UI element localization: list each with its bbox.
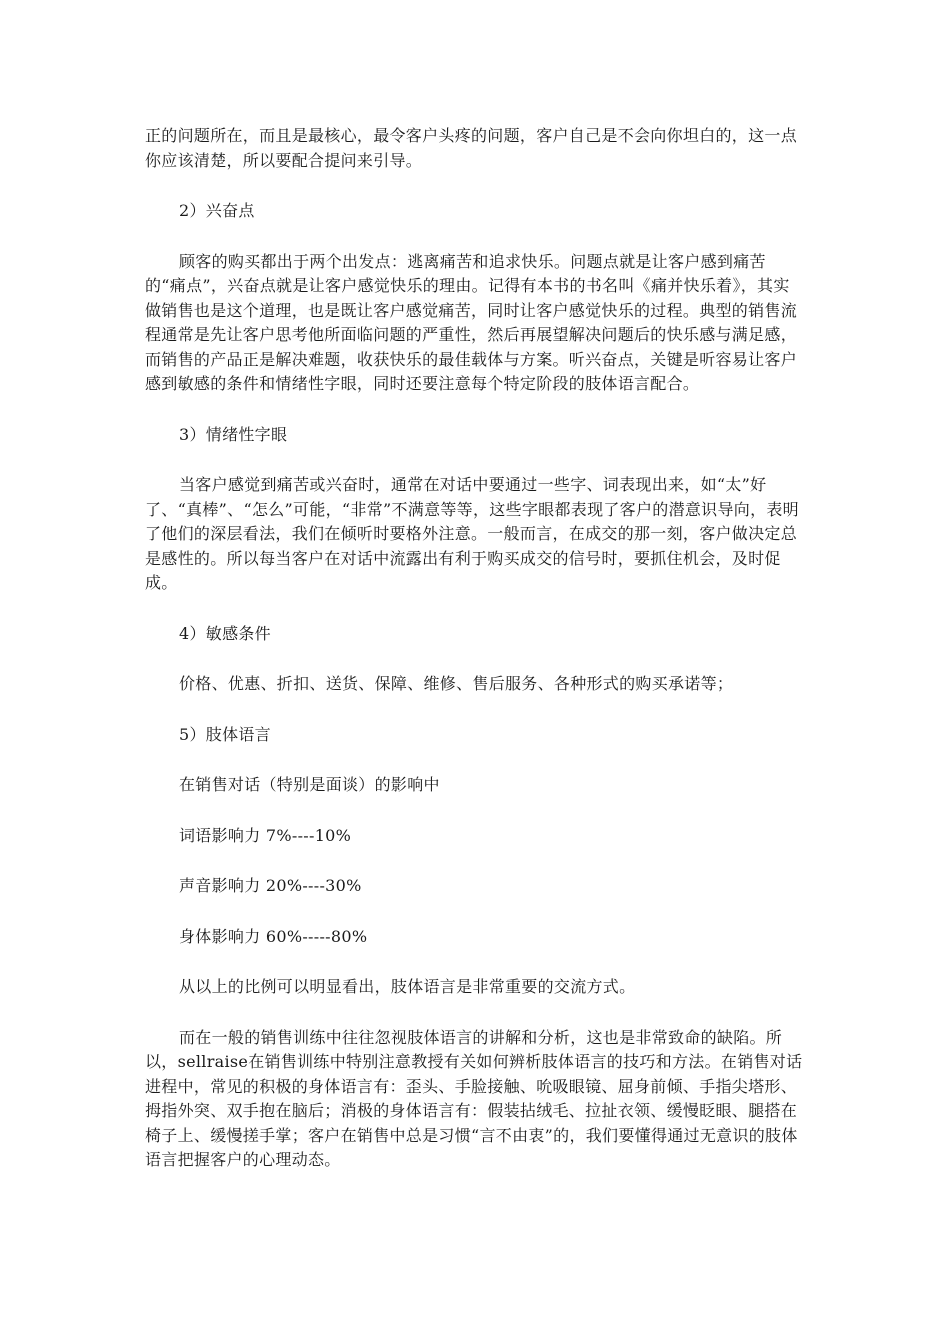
paragraph-intro: 正的问题所在，而且是最核心，最令客户头疼的问题，客户自己是不会向你坦白的，这一点你应该清楚，所以要配合提问来引导。	[145, 126, 798, 170]
heading-sensitive-conditions: 4）敏感条件	[179, 623, 271, 643]
stat-voice-influence: 声音影响力 20%----30%	[179, 876, 362, 895]
paragraph-ratio-conclusion: 从以上的比例可以明显看出，肢体语言是非常重要的交流方式。	[179, 977, 636, 996]
paragraph-body-language-training: 而在一般的销售训练中往往忽视肢体语言的讲解和分析，这也是非常致命的缺陷。所以，sellraise在销售训练中特别注意教授有关如何辨析肢体语言的技巧和方法。在销售对话进程中，常见的积极的身体语言有：歪头、手脸接触、吮吸眼镜、屈身前倾、手指尖塔形、拇指外突、双手抱在脑后；消极的身体语言有：假装拈绒毛、拉扯衣领、缓慢眨眼、腿搭在椅子上、缓慢搓手掌；客户在销售中总是习惯“言不由衷”的，我们要懂得通过无意识的肢体语言把握客户的心理动态。	[145, 1027, 803, 1169]
heading-excitement-point: 2）兴奋点	[179, 201, 255, 220]
heading-body-language: 5）肢体语言	[179, 724, 271, 744]
paragraph-influence-intro: 在销售对话（特别是面谈）的影响中	[179, 775, 440, 794]
paragraph-emotional-words: 当客户感觉到痛苦或兴奋时，通常在对话中要通过一些字、词表现出来，如“太”好了、“真棒”、“怎么”可能，“非常”不满意等等，这些字眼都表现了客户的潜意识导向，表明了他们的深层看法，我们在倾听时要格外注意。一般而言，在成交的那一刻，客户做决定总是感性的。所以每当客户在对话中流露出有利于购买成交的信号时，要抓住机会，及时促成。	[145, 475, 799, 592]
paragraph-excitement-point: 顾客的购买都出于两个出发点：逃离痛苦和追求快乐。问题点就是让客户感到痛苦的“痛点”，兴奋点就是让客户感觉快乐的理由。记得有本书的书名叫《痛并快乐着》，其实做销售也是这个道理，也是既让客户感觉痛苦，同时让客户感觉快乐的过程。典型的销售流程通常是先让客户思考他所面临问题的严重性，然后再展望解决问题后的快乐感与满足感，而销售的产品正是解决难题，收获快乐的最佳载体与方案。听兴奋点，关键是听容易让客户感到敏感的条件和情绪性字眼，同时还要注意每个特定阶段的肢体语言配合。	[145, 251, 798, 393]
paragraph-sensitive-conditions: 价格、优惠、折扣、送货、保障、维修、售后服务、各种形式的购买承诺等；	[179, 674, 734, 693]
heading-emotional-words: 3）情绪性字眼	[179, 424, 288, 444]
stat-body-influence: 身体影响力 60%-----80%	[179, 926, 368, 946]
stat-word-influence: 词语影响力 7%----10%	[179, 825, 352, 845]
document-body	[145, 124, 805, 1199]
